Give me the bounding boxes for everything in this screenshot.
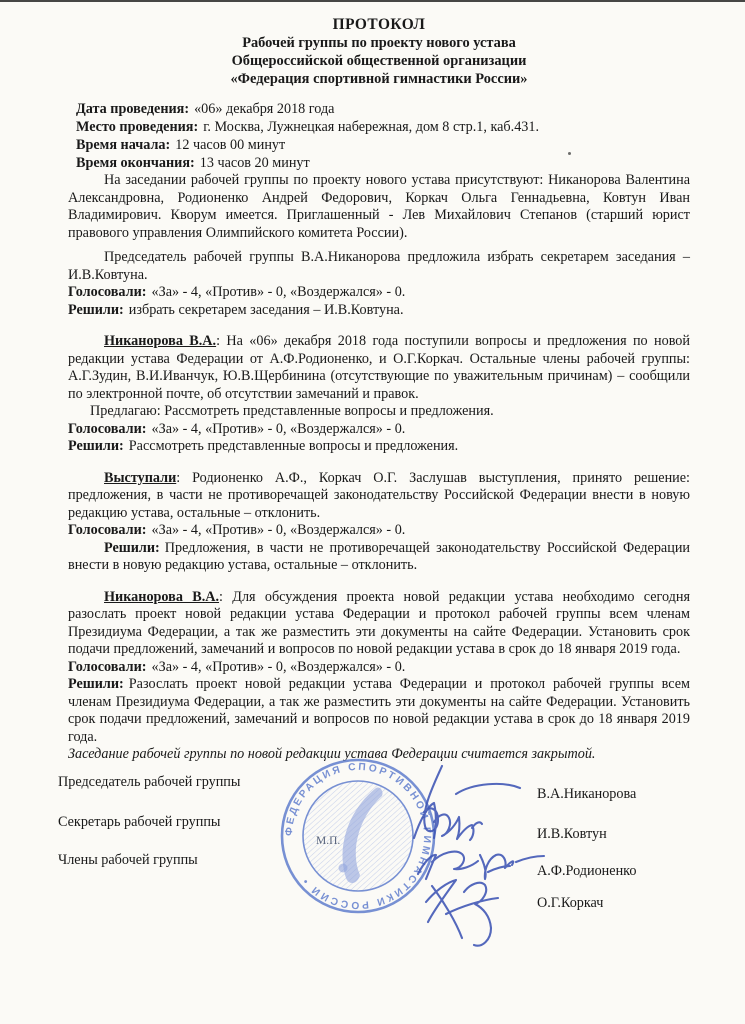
signature-role-chairman: Председатель рабочей группы [58, 773, 241, 790]
vote-label: Голосовали: [68, 522, 147, 538]
speaker-name: Никанорова В.А. [104, 333, 217, 349]
signature-name-kovtun: И.В.Ковтун [537, 825, 607, 842]
signature-name-nikanorova: В.А.Никанорова [537, 785, 637, 802]
section-mailing [68, 589, 690, 747]
speaker-statement: : Для обсуждения проекта новой редакции устава необходимо сегодня разослать проект новой редакции устава Федерации и протокол рабочей группы всем членам Президиума Федерации, а так же разместить эти документы на сайте Федерации. Установить срок подачи предложений, замечаний и вопросов по новой редакции устава в срок до 18 января 2019 года. [68, 588, 690, 657]
protocol-title: ПРОТОКОЛ [332, 16, 426, 33]
closing-statement: Заседание рабочей группы по новой редакции устава Федерации считается закрытой. [68, 746, 596, 762]
section-secretary-election [68, 249, 690, 319]
speaker-paragraph [68, 470, 690, 523]
vote-result-line [68, 659, 690, 677]
signature-stroke-korkach [426, 880, 498, 946]
meta-label-end-time: Время окончания: [76, 155, 195, 171]
document-title-block [68, 16, 690, 88]
signature-area [58, 761, 690, 984]
speaker-statement: : На «06» декабря 2018 года поступили вопросы и предложения по новой редакции устава Федерации от А.Ф.Родионенко, и О.Г.Коркач. Остальные члены рабочей группы: А.Г.Зудин, В.И.Иванчук, Ю.В.Щербинина (отсутствующие по уважительным причинам) – сообщили по электронной почте, об отсутствии замечаний и правок. [68, 333, 690, 402]
vote-result-line [68, 522, 690, 540]
signature-stroke-nikanorova [424, 766, 520, 831]
meta-value-start-time: 12 часов 00 минут [175, 137, 286, 153]
decision-line [68, 302, 690, 320]
signature-role-secretary: Секретарь рабочей группы [58, 813, 221, 830]
meta-value-end-time: 13 часов 20 минут [199, 155, 310, 171]
decision-label: Решили: [104, 539, 160, 556]
decision-text: Рассмотреть представленные вопросы и предложения. [128, 438, 459, 454]
signature-role-members: Члены рабочей группы [58, 851, 198, 868]
vote-label: Голосовали: [68, 658, 147, 675]
meta-row-start-time [76, 136, 690, 154]
section-speeches [68, 470, 690, 575]
stamp-mp-label: М.П. [316, 834, 341, 847]
meta-label-date: Дата проведения: [76, 101, 190, 117]
attendees-paragraph: На заседании рабочей группы по проекту нового устава присутствуют: Никанорова Валентина Александровна, Родионенко Андрей Федорович, Коркач Ольга Геннадьевна, Ковтун Иван Владимирович. Кворум имеется. Приглашенный - Лев Михайлович Степанов (старший юрист правового управления Олимпийского комитета России). [68, 172, 690, 241]
vote-label: Голосовали: [68, 284, 147, 300]
vote-counts: «За» - 4, «Против» - 0, «Воздержался» - 0. [151, 284, 406, 300]
speaker-paragraph [68, 589, 690, 659]
speaker-name: Выступали [104, 469, 177, 486]
meta-row-place [76, 118, 690, 136]
decision-text: избрать секретарем заседания – И.В.Ковтуна. [128, 301, 404, 318]
signature-name-korkach: О.Г.Коркач [537, 894, 604, 911]
vote-result-line [68, 284, 690, 302]
meta-value-date: «06» декабря 2018 года [194, 101, 335, 117]
meta-label-start-time: Время начала: [76, 137, 171, 153]
decision-label: Решили: [68, 301, 124, 318]
decision-line [68, 438, 690, 456]
speaker-statement: : Родионенко А.Ф., Коркач О.Г. Заслушав выступления, принято решение: предложения, в части не противоречащей законодательству Российской Федерации внести в новую редакцию устава, остальные – отклонить. [68, 469, 690, 521]
speaker-paragraph [68, 333, 690, 403]
meta-label-place: Место проведения: [76, 119, 199, 135]
section-proposals [68, 333, 690, 456]
speaker-name: Никанорова В.А. [104, 588, 220, 605]
meta-row-end-time [76, 154, 690, 172]
meta-row-date [76, 100, 690, 118]
handwritten-signatures [368, 742, 568, 974]
protocol-subtitle-2: Общероссийской общественной организации [231, 53, 527, 69]
signature-name-rodionenko: А.Ф.Родионенко [537, 862, 637, 879]
decision-line [68, 540, 690, 575]
gymnast-head [339, 863, 348, 872]
vote-label: Голосовали: [68, 420, 147, 437]
stamp-ring-text: ФЕДЕРАЦИЯ СПОРТИВНОЙ ГИМНАСТИКИ РОССИИ • [283, 761, 433, 910]
protocol-subtitle-3: «Федерация спортивной гимнастики России» [230, 71, 528, 87]
proposal-line: Предлагаю: Рассмотреть представленные вопросы и предложения. [90, 403, 494, 419]
secretary-election-paragraph: Председатель рабочей группы В.А.Никанорова предложила избрать секретарем заседания – И.В.Ковтуна. [68, 249, 690, 283]
vote-counts: «За» - 4, «Против» - 0, «Воздержался» - 0. [151, 522, 406, 538]
vote-counts: «За» - 4, «Против» - 0, «Воздержался» - 0. [151, 420, 406, 437]
protocol-subtitle-1: Рабочей группы по проекту нового устава [242, 35, 516, 51]
scan-speck [568, 152, 571, 155]
decision-line [68, 676, 690, 746]
decision-label: Решили: [68, 438, 124, 454]
meta-block [76, 100, 690, 172]
decision-text: Разослать проект новой редакции устава Федерации и протокол рабочей группы всем членам Президиума Федерации, а так же разместить эти документы на сайте Федерации. Установить срок подачи предложений, замечаний и вопросов по новой редакции устава в срок до 18 января 2019 года. [68, 676, 690, 745]
signature-stroke-rodionenko [418, 851, 544, 878]
vote-counts: «За» - 4, «Против» - 0, «Воздержался» - 0. [151, 658, 406, 675]
scan-edge-artifact [0, 0, 745, 2]
meta-value-place: г. Москва, Лужнецкая набережная, дом 8 стр.1, каб.431. [203, 119, 540, 135]
decision-label: Решили: [68, 676, 124, 692]
vote-result-line [68, 421, 690, 439]
decision-text: Предложения, в части не противоречащей законодательству Российской Федерации внести в новую редакцию устава, остальные – отклонить. [68, 539, 690, 573]
